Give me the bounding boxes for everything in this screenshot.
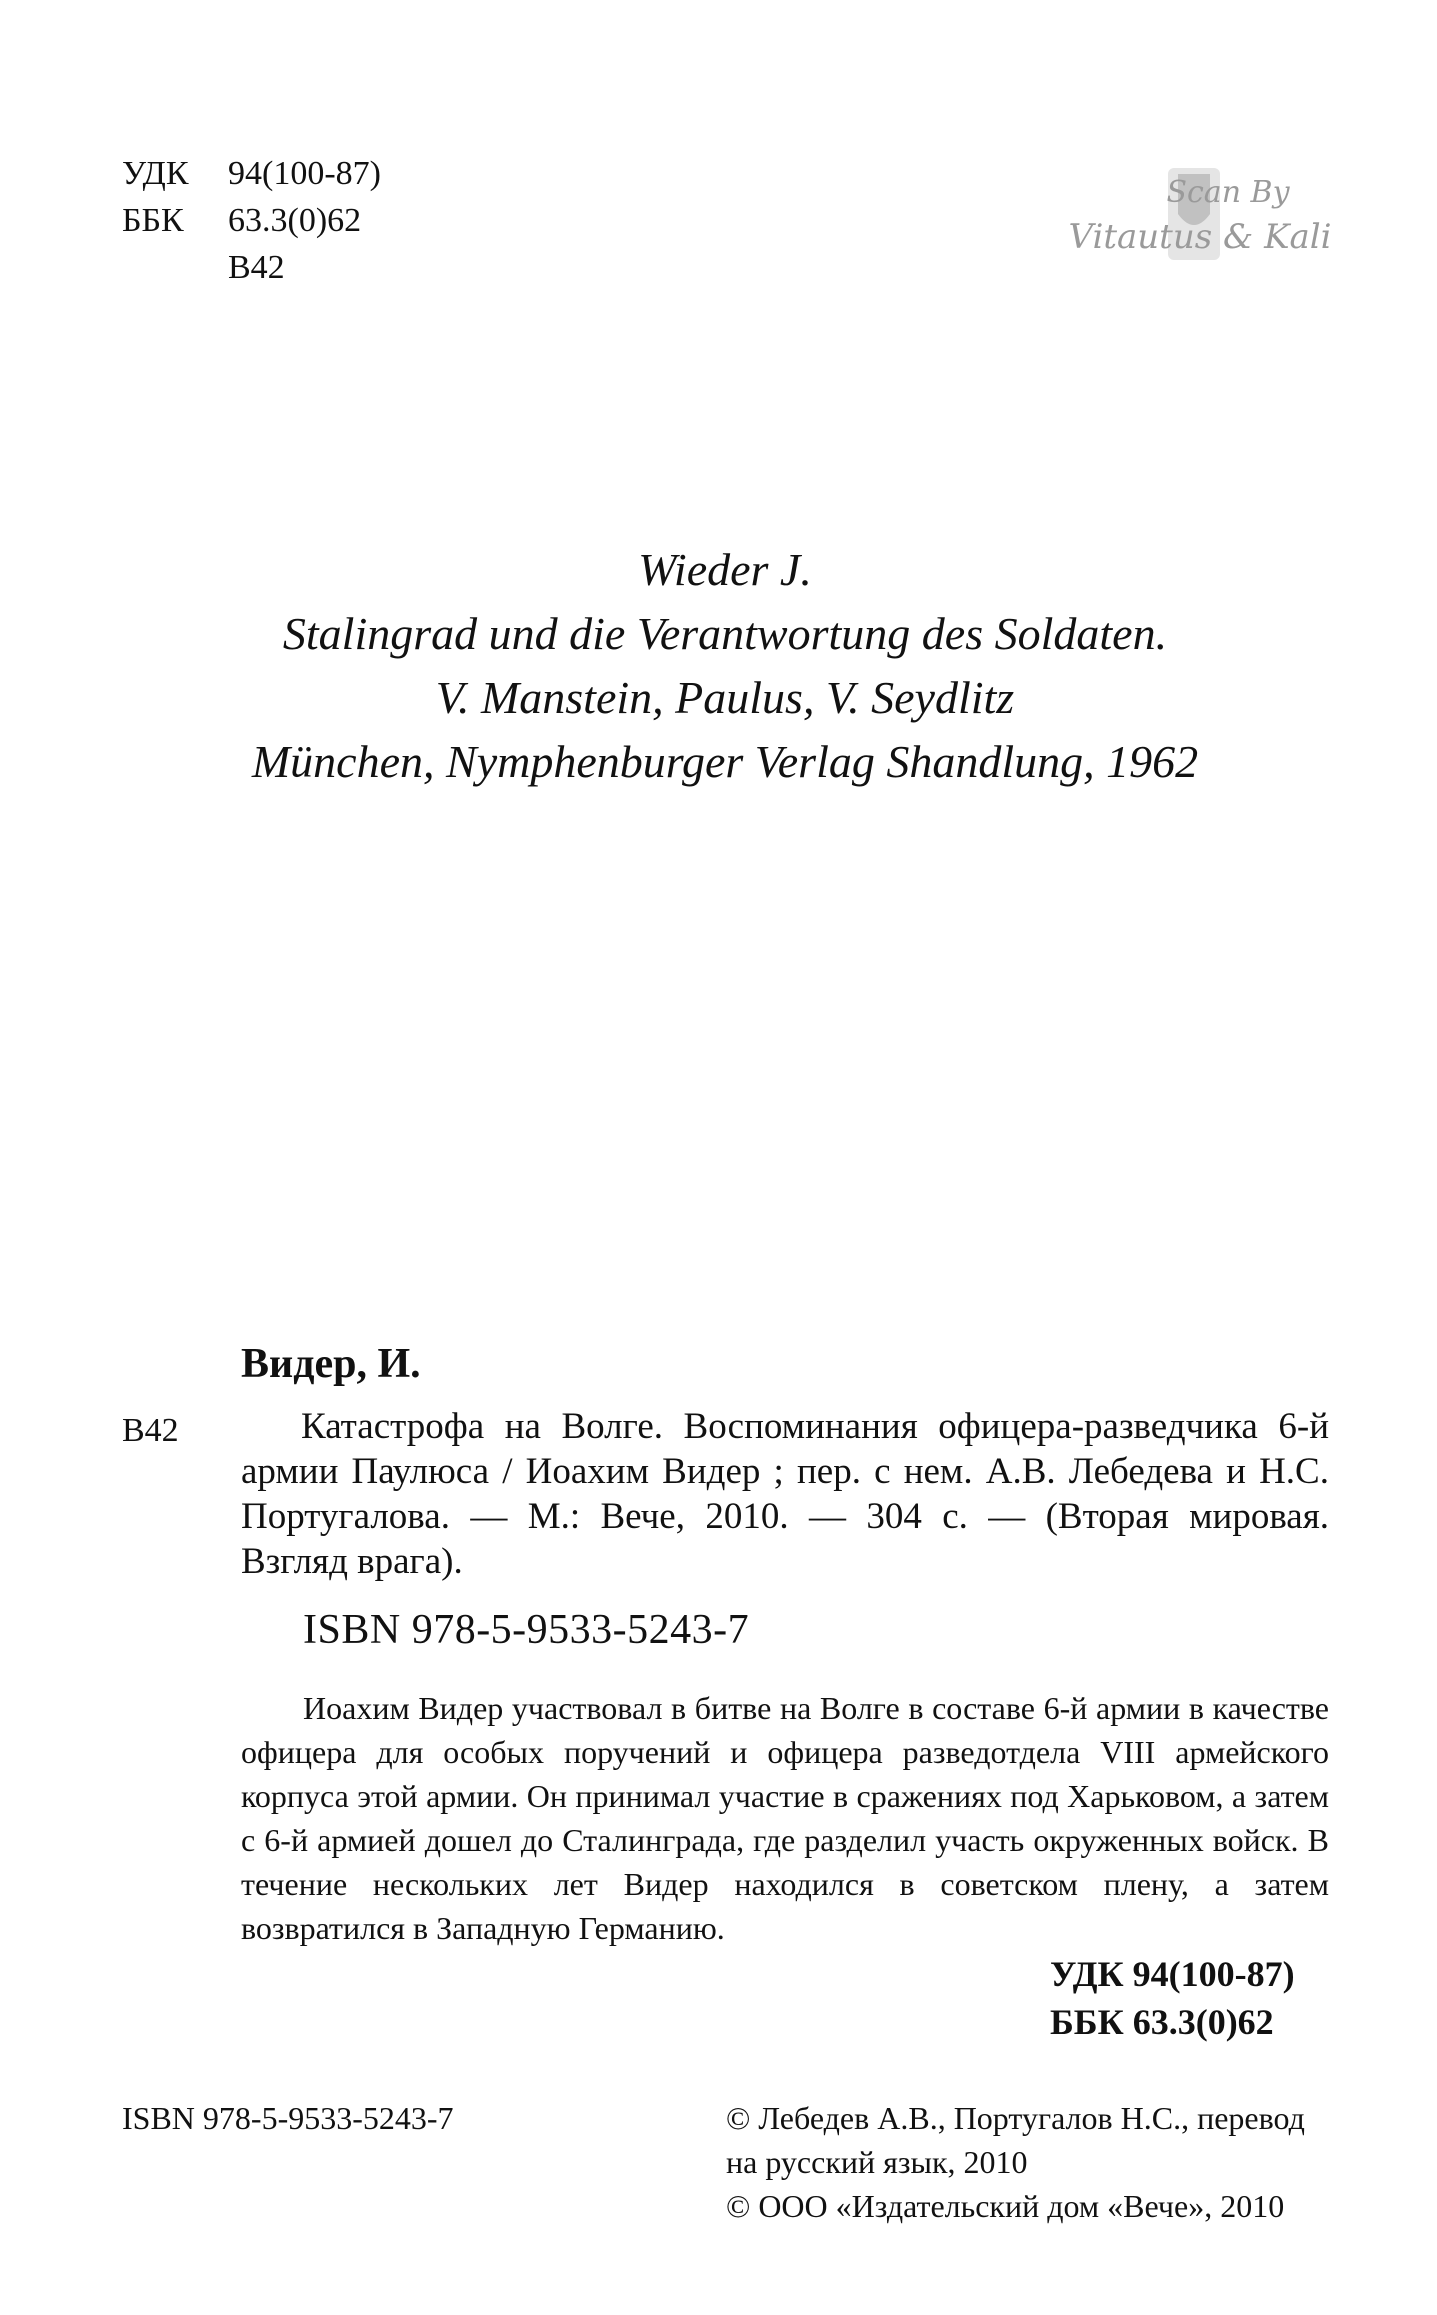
author-mark: В42 <box>228 249 285 286</box>
bbk-row <box>122 197 381 244</box>
catalog-abstract: Иоахим Видер участвовал в битве на Волге в составе 6-й армии в качестве офицера для особых поручений и офицера разведотдела VIII армейского корпуса этой армии. Он принимал участие в сражениях под Харьковом, а затем с 6-й армией дошел до Сталинграда, где разделил участь окруженных войск. В течение нескольких лет Видер находился в советском плену, а затем возвратился в Западную Германию. <box>241 1690 1329 1946</box>
catalog-isbn: ISBN 978-5-9533-5243-7 <box>303 1607 750 1653</box>
author-mark-row <box>122 244 381 291</box>
catalog-code: В42 <box>122 1412 179 1449</box>
catalog-description <box>241 1404 1329 1584</box>
original-subtitle: V. Manstein, Paulus, V. Seydlitz <box>435 672 1015 723</box>
description-text: Катастрофа на Волге. Воспоминания офицера-разведчика 6-й армии Паулюса / Иоахим Видер ; пер. с нем. А.В. Лебедева и Н.С. Португалова. — М.: Вече, 2010. — 304 с. — (Вторая мировая. Взгляд врага). <box>241 1406 1329 1582</box>
udk-row <box>122 150 381 197</box>
catalog-author: Видер, И. <box>241 1341 421 1387</box>
copyright-publisher: © ООО «Издательский дом «Вече», 2010 <box>726 2188 1285 2224</box>
watermark-top-text: Scan By <box>1166 175 1290 210</box>
bbk-value: 63.3(0)62 <box>228 202 362 239</box>
catalog-udk: УДК 94(100-87) <box>1050 1954 1295 1994</box>
classification-block <box>122 150 381 291</box>
udk-label: УДК <box>122 155 189 192</box>
copyright-block <box>726 2096 1331 2228</box>
original-edition <box>160 538 1290 794</box>
watermark-bottom-text: Vitautus & Kali <box>1068 217 1332 257</box>
original-imprint: München, Nymphenburger Verlag Shandlung, 1962 <box>251 736 1199 787</box>
catalog-bbk: ББК 63.3(0)62 <box>1050 2002 1274 2042</box>
bbk-label: ББК <box>122 202 184 239</box>
catalog-classification <box>1050 1950 1326 2046</box>
udk-value: 94(100-87) <box>228 155 381 192</box>
original-author: Wieder J. <box>638 544 812 595</box>
footer-isbn: ISBN 978-5-9533-5243-7 <box>122 2100 454 2136</box>
scan-watermark <box>1050 160 1350 270</box>
copyright-translation: © Лебедев А.В., Португалов Н.С., перевод на русский язык, 2010 <box>726 2100 1305 2180</box>
original-title: Stalingrad und die Verantwortung des Soldaten. <box>282 608 1168 659</box>
